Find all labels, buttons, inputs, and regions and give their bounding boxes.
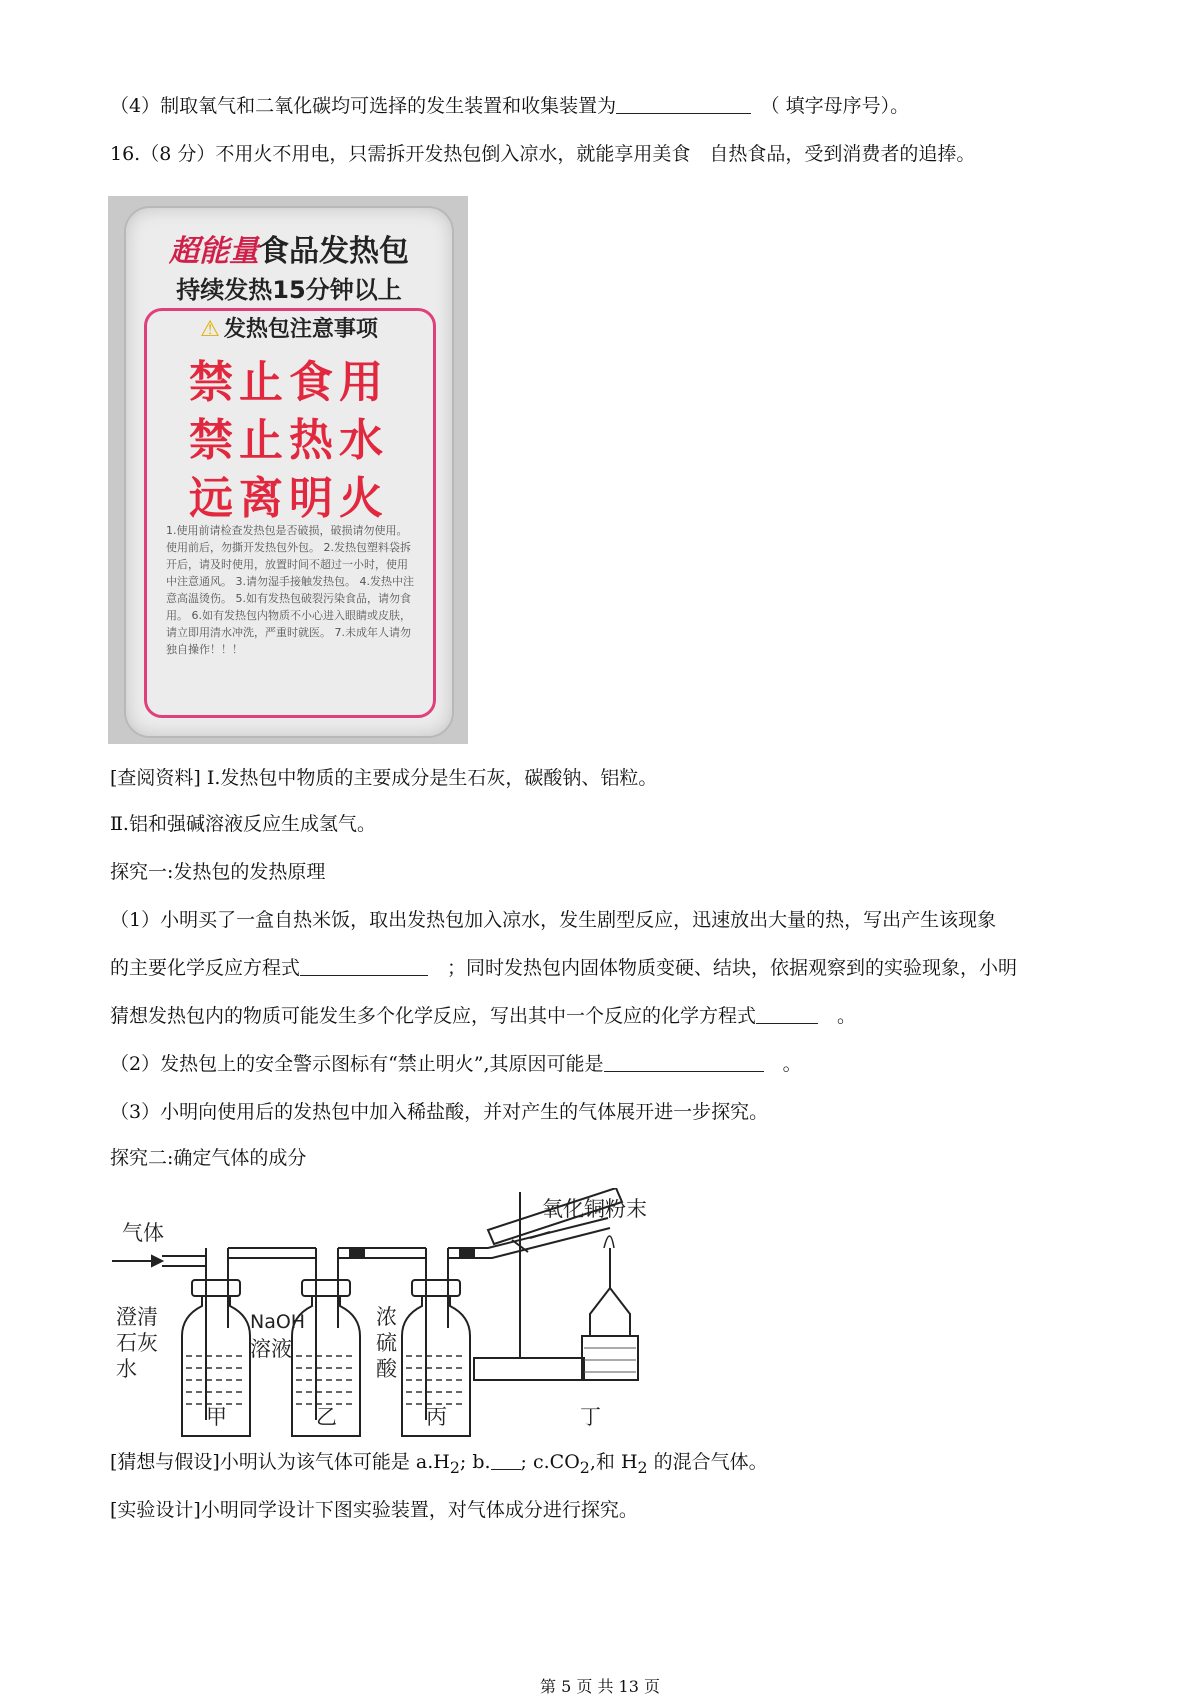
bottle3-label-2: 硫: [376, 1331, 397, 1355]
equation-blank-2[interactable]: [756, 1003, 818, 1024]
reason-blank[interactable]: [604, 1051, 764, 1072]
apparatus-diagram: [110, 1188, 750, 1438]
question-16-title: 16.（8 分）不用火不用电，只需拆开发热包倒入凉水，就能享用美食 自热食品，受到消费者的追捧。: [110, 143, 976, 165]
gas-label: 气体: [122, 1221, 164, 1245]
rubber-joint-2: [460, 1248, 474, 1258]
equation-blank-1[interactable]: [300, 955, 428, 976]
warning-triangle-icon: ⚠: [200, 317, 220, 342]
label-bing: 丙: [426, 1405, 447, 1429]
explore-2-heading: 探究二:确定气体的成分: [110, 1147, 307, 1169]
rubber-joint-1: [350, 1248, 364, 1258]
bottle2-label-1: NaOH: [250, 1311, 306, 1333]
heating-pack-photo: [108, 196, 468, 744]
label-jia: 甲: [206, 1405, 227, 1429]
pack-subtitle: 持续发热15分钟以上: [176, 276, 402, 304]
warning-no-fire: 远离明火: [189, 473, 389, 524]
experiment-design: [实验设计]小明同学设计下图实验装置，对气体成分进行探究。: [110, 1499, 638, 1521]
tube-1-2: [228, 1248, 316, 1258]
tube-in: [162, 1256, 206, 1266]
question-4-part4: （4）制取氧气和二氧化碳均可选择的发生装置和收集装置为 （ 填字母序号）。: [110, 95, 910, 117]
part-1-line-a: （1）小明买了一盒自热米饭，取出发热包加入凉水，发生剧型反应，迅速放出大量的热，写出产生该现象: [110, 909, 997, 931]
bottle3-label-3: 酸: [376, 1357, 397, 1381]
answer-blank[interactable]: [616, 93, 751, 114]
explore-1-heading: 探究一:发热包的发热原理: [110, 861, 326, 883]
gas-b-blank[interactable]: [491, 1449, 521, 1470]
gas-arrow-head: [152, 1256, 162, 1266]
info-1: [查阅资料] I.发热包中物质的主要成分是生石灰，碳酸钠、铝粒。: [110, 767, 658, 789]
part-1-line-b: 的主要化学反应方程式 ；同时发热包内固体物质变硬、结块，依据观察到的实验现象，小明: [110, 957, 1018, 979]
cuo-label: 氧化铜粉末: [542, 1197, 647, 1221]
bottle1-label-1: 澄清: [116, 1305, 158, 1329]
bottle1-label-2: 石灰: [116, 1331, 158, 1355]
usage-notes: 1.使用前请检查发热包是否破损，破损请勿使用。使用前后，勿撕开发热包外包。 2.发热包塑料袋拆开后，请及时使用，放置时间不超过一小时，使用中注意通风。 3.请勿湿手接触发热包。 4.发热中注意高温烫伤。 5.如有发热包破裂污染食品，请勿食用。 6.如有发热包内物质不小心进入眼睛或皮肤，请立即用清水冲洗，严重时就医。 7.未成年人请勿独自操作！！！: [166, 524, 414, 656]
page-footer: 第 5 页 共 13 页: [540, 1677, 660, 1696]
bottle3-label-1: 浓: [376, 1305, 397, 1329]
part-3: （3）小明向使用后的发热包中加入稀盐酸，并对产生的气体展开进一步探究。: [110, 1101, 769, 1123]
warning-title: ⚠ 发热包注意事项: [200, 317, 378, 342]
label-yi: 乙: [316, 1405, 337, 1429]
warning-no-eat: 禁止食用: [189, 357, 389, 408]
part-2: （2）发热包上的安全警示图标有“禁止明火”,其原因可能是 。: [110, 1053, 802, 1075]
label-ding: 丁: [580, 1405, 601, 1429]
bottle2-label-2: 溶液: [250, 1337, 292, 1361]
heating-pack: [124, 206, 454, 738]
hypothesis: [猜想与假设]小明认为该气体可能是 $a.H_2$; b. ; $c.CO_2$,和 $H_2$ 的混合气体。: [110, 1451, 768, 1477]
part-1-line-c: 猜想发热包内的物质可能发生多个化学反应，写出其中一个反应的化学方程式 。: [110, 1005, 857, 1027]
warning-no-hot-water: 禁止热水: [189, 415, 389, 466]
bottle1-label-3: 水: [116, 1357, 137, 1381]
pack-brand: 超能量食品发热包: [169, 234, 409, 269]
info-2: Ⅱ.铝和强碱溶液反应生成氢气。: [110, 813, 376, 835]
